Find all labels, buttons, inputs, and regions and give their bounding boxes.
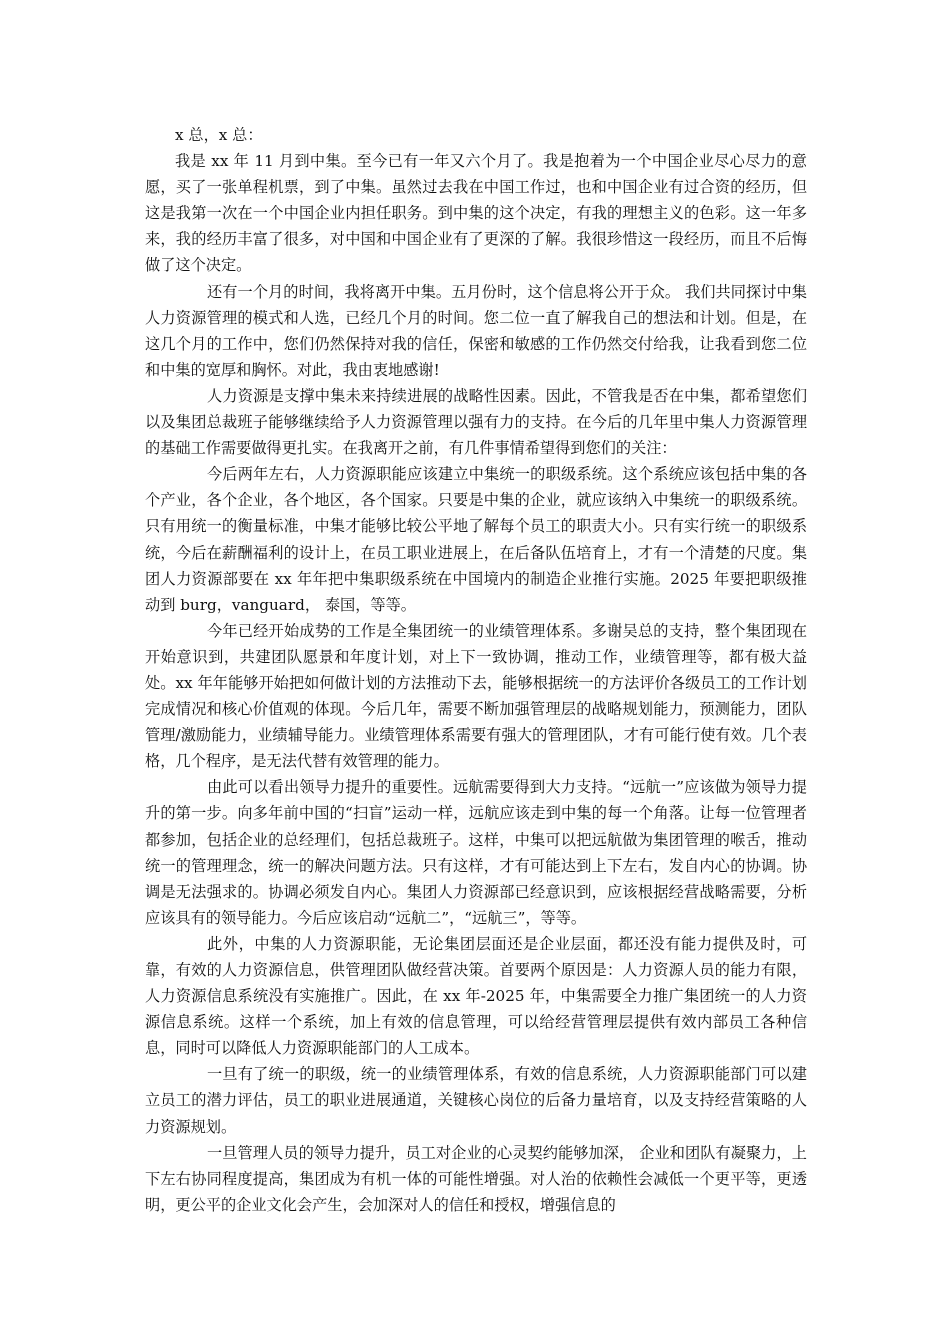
letter-body: [145, 122, 807, 1218]
paragraph-intro: 我是 xx 年 11 月到中集。至今已有一年又六个月了。我是抱着为一个中国企业尽心尽力的意愿，买了一张单程机票，到了中集。虽然过去我在中国工作过，也和中国企业有过合资的经历，但这是我第一次在一个中国企业内担任职务。到中集的这个决定，有我的理想主义的色彩。这一年多来，我的经历丰富了很多，对中国和中国企业有了更深的了解。我很珍惜这一段经历，而且不后悔做了这个决定。: [145, 152, 807, 275]
paragraph-performance-management: 今年已经开始成势的工作是全集团统一的业绩管理体系。多谢吴总的支持，整个集团现在开始意识到，共建团队愿景和年度计划，对上下一致协调，推动工作，业绩管理等，都有极大益处。xx 年年能够开始把如何做计划的方法推动下去，能够根据统一的方法评价各级员工的工作计划完成情况和核心价值观的体现。今后几年，需要不断加强管理层的战略规划能力，预测能力，团队管理/激励能力，业绩辅导能力。业绩管理体系需要有强大的管理团队，才有可能行使有效。几个表格，几个程序，是无法代替有效管理的能力。: [145, 621, 807, 771]
salutation: x 总，x 总：: [175, 126, 263, 144]
paragraph-culture: 一旦管理人员的领导力提升，员工对企业的心灵契约能够加深， 企业和团队有凝聚力，上下左右协同程度提高，集团成为有机一体的可能性增强。对人治的依赖性会减低一个更平等，更透明，更公平的企业文化会产生，会加深对人的信任和授权，增强信息的: [145, 1143, 807, 1214]
paragraph-grade-system: 今后两年左右，人力资源职能应该建立中集统一的职级系统。这个系统应该包括中集的各个产业，各个企业，各个地区，各个国家。只要是中集的企业，就应该纳入中集统一的职级系统。只有用统一的衡量标准，中集才能够比较公平地了解每个员工的职责大小。只有实行统一的职级系统，今后在薪酬福利的设计上，在员工职业进展上，在后备队伍培育上，才有一个清楚的尺度。集团人力资源部要在 xx 年年把中集职级系统在中国境内的制造企业推行实施。2025 年要把职级推动到 burg，vanguard， 泰国，等等。: [145, 465, 807, 614]
paragraph-leaving: 还有一个月的时间，我将离开中集。五月份时，这个信息将公开于众。 我们共同探讨中集人力资源管理的模式和人选，已经几个月的时间。您二位一直了解我自己的想法和计划。但是，在这几个月的工作中，您们仍然保持对我的信任，保密和敏感的工作仍然交付给我，让我看到您二位和中集的宽厚和胸怀。对此，我由衷地感谢!: [145, 282, 807, 379]
paragraph-hr-strategy: 人力资源是支撑中集未来持续进展的战略性因素。因此，不管我是否在中集，都希望您们以及集团总裁班子能够继续给予人力资源管理以强有力的支持。在今后的几年里中集人力资源管理的基础工作需要做得更扎实。在我离开之前，有几件事情希望得到您们的关注：: [145, 386, 807, 458]
paragraph-leadership: 由此可以看出领导力提升的重要性。远航需要得到大力支持。“远航一”应该做为领导力提升的第一步。向多年前中国的“扫盲”运动一样，远航应该走到中集的每一个角落。让每一位管理者都参加，包括企业的总经理们，包括总裁班子。这样，中集可以把远航做为集团管理的喉舌，推动统一的管理理念，统一的解决问题方法。只有这样，才有可能达到上下左右，发自内心的协调。协调是无法强求的。协调必须发自内心。集团人力资源部已经意识到，应该根据经营战略需要，分析应该具有的领导能力。今后应该启动“远航二”，“远航三”，等等。: [145, 778, 807, 927]
paragraph-hr-information: 此外，中集的人力资源职能，无论集团层面还是企业层面，都还没有能力提供及时，可靠，有效的人力资源信息，供管理团队做经营决策。首要两个原因是：人力资源人员的能力有限，人力资源信息系统没有实施推广。因此，在 xx 年-2025 年，中集需要全力推广集团统一的人力资源信息系统。这样一个系统，加上有效的信息管理，可以给经营管理层提供有效内部员工各种信息，同时可以降低人力资源职能部门的人工成本。: [145, 934, 807, 1058]
paragraph-talent-development: 一旦有了统一的职级，统一的业绩管理体系，有效的信息系统，人力资源职能部门可以建立员工的潜力评估，员工的职业进展通道，关键核心岗位的后备力量培育，以及支持经营策略的人力资源规划。: [145, 1065, 807, 1136]
